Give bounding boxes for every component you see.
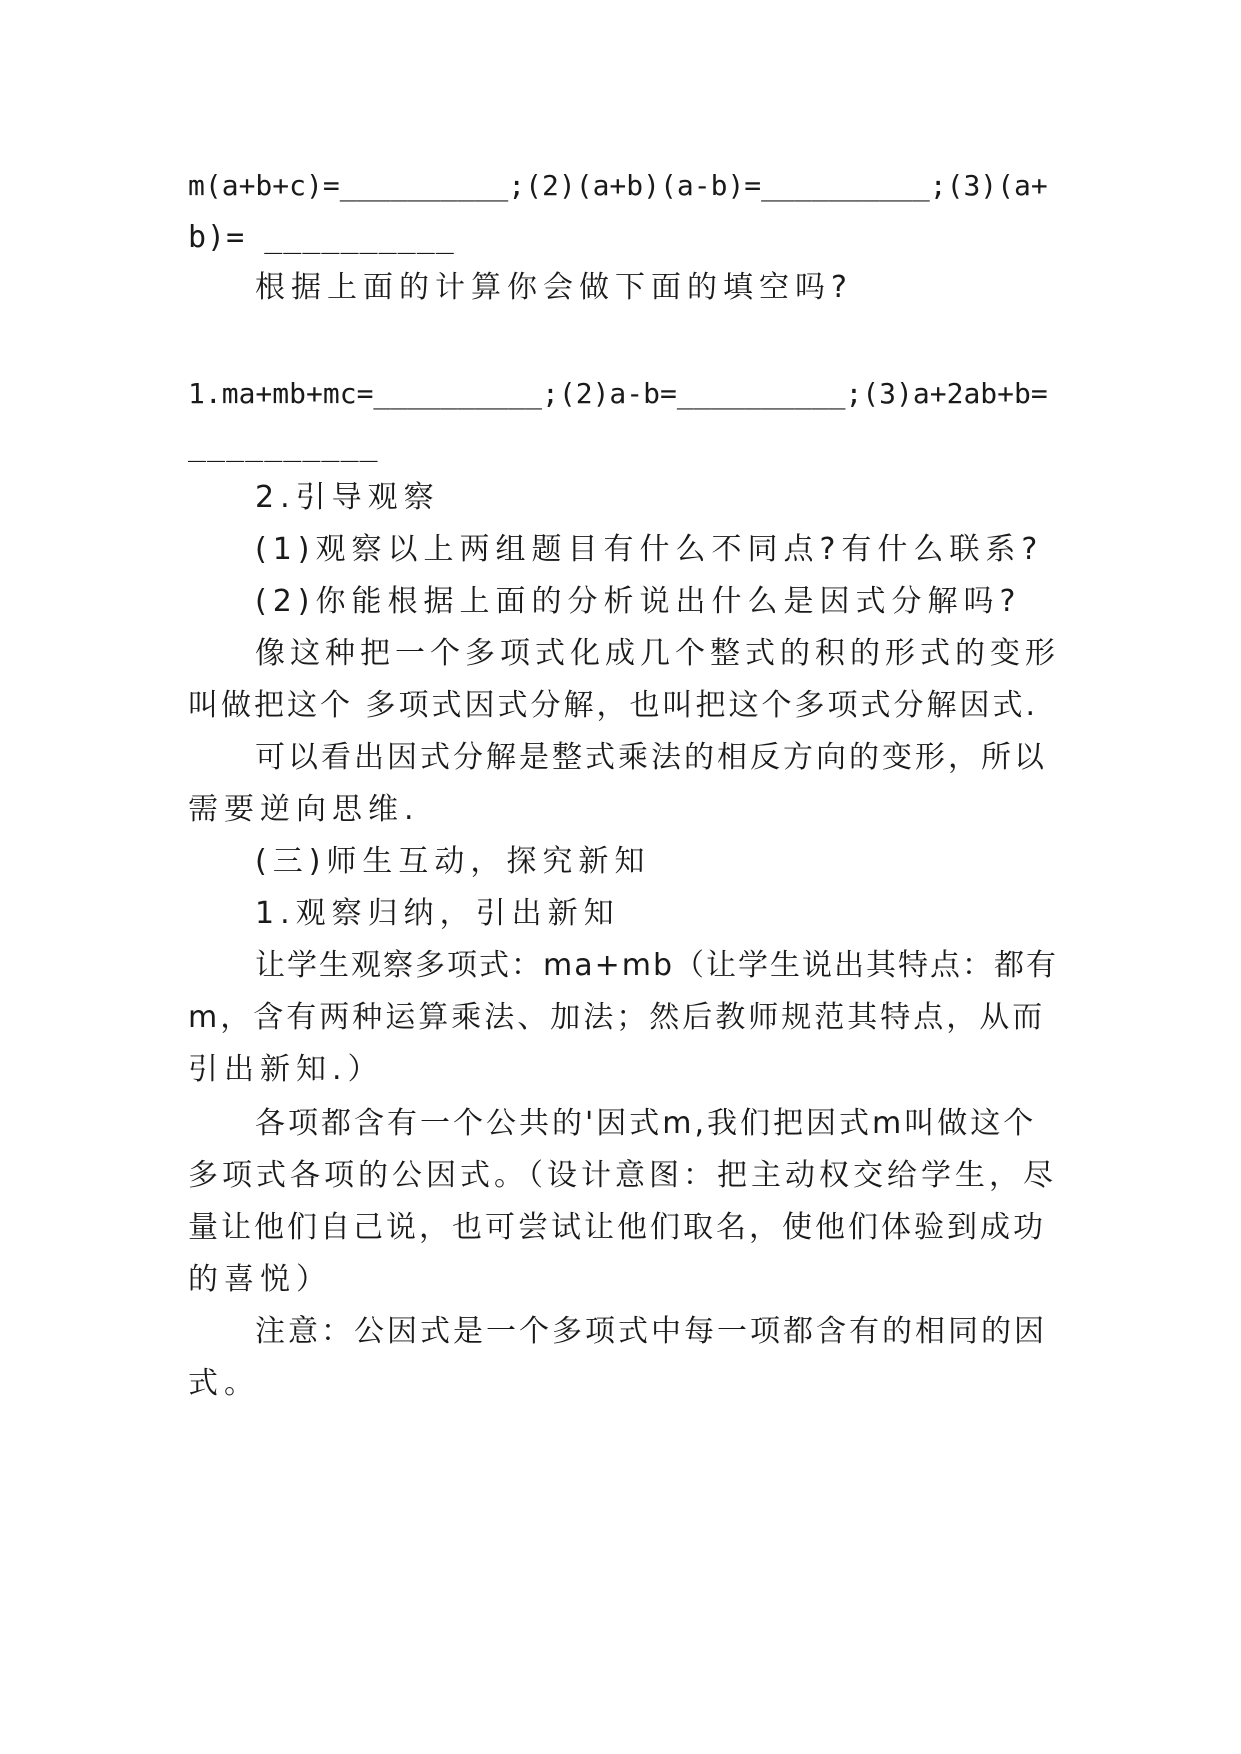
paragraph-reverse-1: 可以看出因式分解是整式乘法的相反方向的变形，所以	[255, 740, 1047, 775]
formula-line-1: m(a+b+c)=__________;(2)(a+b)(a-b)=__________;(3)(a+	[188, 169, 1048, 202]
subsection-heading-induction: 1.观察归纳，引出新知	[255, 896, 620, 931]
paragraph-observe-poly-2: m，含有两种运算乘法、加法；然后教师规范其特点，从而	[188, 1000, 1046, 1035]
paragraph-question: 根据上面的计算你会做下面的填空吗?	[255, 270, 853, 305]
exercise-line-2: __________	[188, 428, 379, 463]
paragraph-note-1: 注意：公因式是一个多项式中每一项都含有的相同的因	[255, 1314, 1047, 1349]
exercise-line-1: 1.ma+mb+mc=__________;(2)a-b=__________;(3)a+2ab+b=	[188, 377, 1048, 410]
paragraph-observe-poly-1: 让学生观察多项式：ma+mb（让学生说出其特点：都有	[255, 948, 1059, 983]
paragraph-note-2: 式。	[188, 1366, 260, 1401]
section-heading-interaction: (三)师生互动，探究新知	[255, 844, 651, 879]
paragraph-definition-1: 像这种把一个多项式化成几个整式的积的形式的变形	[255, 636, 1060, 671]
paragraph-common-factor-1: 各项都含有一个公共的'因式m,我们把因式m叫做这个	[255, 1106, 1037, 1141]
formula-line-2: b)= __________	[188, 220, 455, 255]
paragraph-common-factor-2: 多项式各项的公因式。（设计意图：把主动权交给学生，尽	[188, 1158, 1057, 1193]
section-heading-guide: 2.引导观察	[255, 480, 440, 515]
paragraph-common-factor-4: 的喜悦）	[188, 1262, 332, 1297]
paragraph-common-factor-3: 量让他们自己说，也可尝试让他们取名，使他们体验到成功	[188, 1210, 1046, 1245]
paragraph-observe-2: (2)你能根据上面的分析说出什么是因式分解吗?	[255, 584, 1022, 619]
paragraph-observe-poly-3: 引出新知.）	[188, 1052, 384, 1087]
paragraph-reverse-2: 需要逆向思维.	[188, 792, 420, 827]
paragraph-observe-1: (1)观察以上两组题目有什么不同点?有什么联系?	[255, 532, 1044, 567]
paragraph-definition-2: 叫做把这个 多项式因式分解，也叫把这个多项式分解因式.	[188, 688, 1039, 723]
